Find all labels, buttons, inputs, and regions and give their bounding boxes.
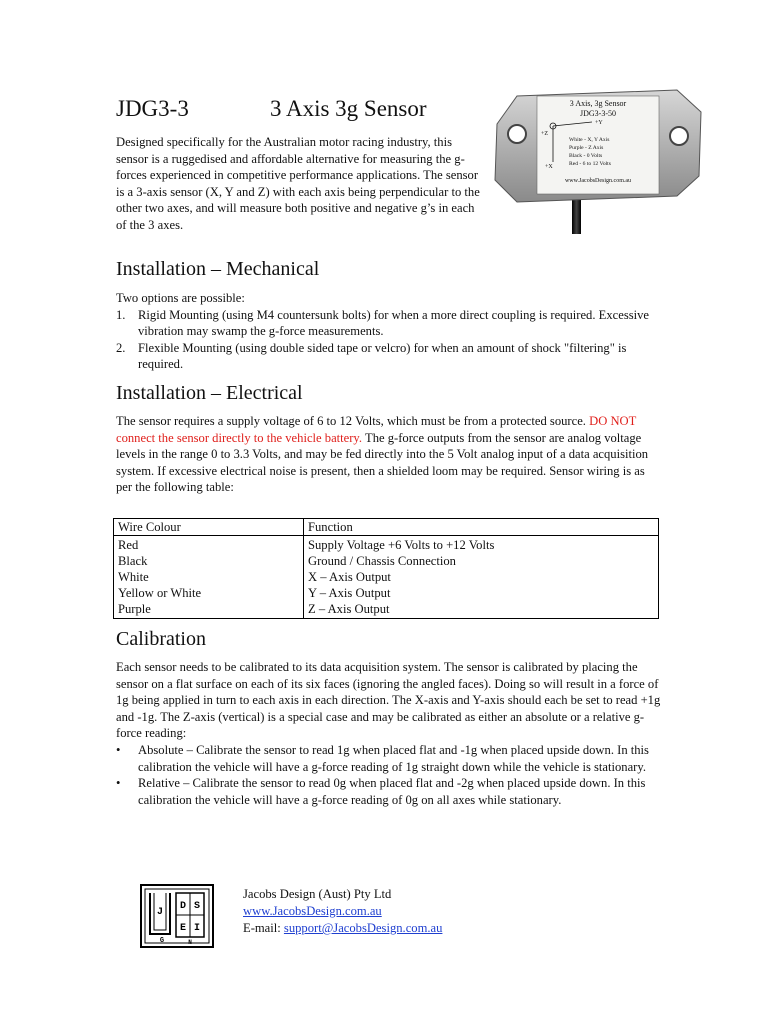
- bullet-marker: •: [116, 776, 121, 791]
- list-item: [116, 742, 661, 775]
- calibration-heading: Calibration: [116, 628, 206, 650]
- bullet-marker: •: [116, 742, 121, 757]
- axis-z-label: +Z: [541, 131, 549, 137]
- sticker-model: JDG3-3-50: [580, 109, 616, 118]
- website-link[interactable]: www.JacobsDesign.com.au: [243, 904, 382, 918]
- sticker-wire-white: White - X, Y Axis: [569, 137, 610, 143]
- column-header: Wire Colour: [114, 519, 304, 536]
- axis-y-label: +Y: [595, 120, 603, 126]
- logo-letter: D: [179, 901, 187, 912]
- wiring-table: [113, 518, 659, 619]
- calibration-section: [116, 659, 661, 808]
- mechanical-lead: Two options are possible:: [116, 291, 245, 305]
- mechanical-heading: Installation – Mechanical: [116, 258, 320, 280]
- mechanical-section: [116, 290, 661, 373]
- electrical-heading: Installation – Electrical: [116, 382, 303, 404]
- list-item-text: Absolute – Calibrate the sensor to read 1g when placed flat and -1g when placed upside down. In this calibration the vehicle will have a g-force reading of 1g straight down while the vehicle is stationary.: [138, 742, 649, 774]
- sensor-photo: [487, 84, 707, 234]
- list-item: [116, 340, 661, 373]
- table-header-row: [114, 519, 659, 536]
- battery-warning: DO NOT connect the sensor directly to the vehicle battery.: [116, 414, 637, 445]
- footer-contact: [243, 886, 442, 937]
- mounting-hole-right: [670, 127, 688, 145]
- axis-x-label: +X: [545, 164, 553, 170]
- mounting-hole-left: [508, 125, 526, 143]
- sticker-title: 3 Axis, 3g Sensor: [569, 99, 627, 108]
- list-item: [116, 775, 661, 808]
- sticker-wire-black: Black - 0 Volts: [569, 153, 603, 159]
- email-label: E-mail:: [243, 921, 284, 935]
- function-cell: Supply Voltage +6 Volts to +12 Volts Ground / Chassis Connection X – Axis Output Y – Axis Output Z – Axis Output: [304, 536, 659, 619]
- logo-letter: I: [193, 923, 201, 934]
- calibration-options-list: [116, 742, 661, 808]
- table-row: [114, 536, 659, 619]
- logo-letter: J: [156, 907, 164, 918]
- electrical-paragraph: [116, 413, 661, 496]
- intro-paragraph: Designed specifically for the Australian motor racing industry, this sensor is a ruggedised and affordable alternative for measuring the g-forces experienced in competitive performance applications. The sensor is a 3-axis sensor (X, Y and Z) with each axis being perpendicular to the other two axes, and will measure both positive and negative g’s in each of the 3 axes.: [116, 135, 480, 232]
- email-line: [243, 920, 442, 937]
- company-name: Jacobs Design (Aust) Pty Ltd: [243, 887, 392, 901]
- sticker-wire-purple: Purple - Z Axis: [569, 145, 604, 151]
- product-name: 3 Axis 3g Sensor: [270, 96, 427, 121]
- list-marker: 2.: [116, 340, 126, 355]
- logo-letter: G: [159, 937, 165, 945]
- list-item-text: Relative – Calibrate the sensor to read 0g when placed flat and -2g when placed upside down. In this calibration the vehicle will have a g-force reading of 0g on all axes while stationary.: [138, 776, 646, 807]
- list-item-text: Flexible Mounting (using double sided tape or velcro) for when an amount of shock "filtering" is required.: [138, 340, 627, 372]
- logo-letter: E: [179, 923, 187, 934]
- sticker-wire-red: Red - 6 to 12 Volts: [569, 161, 611, 167]
- electrical-text-a: The sensor requires a supply voltage of 6 to 12 Volts, which must be from a protected source.: [116, 414, 590, 428]
- jacobs-design-logo: [140, 884, 214, 948]
- logo-letter: N: [188, 939, 192, 946]
- list-item-text: Rigid Mounting (using M4 countersunk bolts) for when a more direct coupling is required. Excessive vibration may swamp the g-force measurements.: [138, 307, 649, 339]
- column-header: Function: [304, 519, 659, 536]
- wire-colour-cell: Red Black White Yellow or White Purple: [114, 536, 304, 619]
- list-item: [116, 307, 661, 340]
- electrical-text-b: The g-force outputs from the sensor are analog voltage levels in the range 0 to 3.3 Volts, and may be fed directly into the 5 Volt analog input of a data acquisition system. If excessive electrical noise is present, then a shielded loom may be required. Sensor wiring is as per the following table:: [116, 430, 649, 495]
- calibration-paragraph: Each sensor needs to be calibrated to its data acquisition system. The sensor is calibrated by placing the sensor on a flat surface on each of its six faces (ignoring the angled faces). Doing so will result in a force of 1g being applied in turn to each axis in each direction. The X-axis and Y-axis should each be set to read +1g and -1g. The Z-axis (vertical) is a special case and may be calibrated as either an absolute or a relative g-force reading:: [116, 660, 661, 741]
- list-marker: 1.: [116, 307, 126, 322]
- page-title: [116, 96, 427, 122]
- logo-letter: S: [193, 901, 201, 912]
- email-link[interactable]: support@JacobsDesign.com.au: [283, 921, 443, 935]
- product-code: JDG3-3: [116, 96, 189, 121]
- sticker-url: www.JacobsDesign.com.au: [564, 178, 632, 184]
- mounting-options-list: [116, 307, 661, 373]
